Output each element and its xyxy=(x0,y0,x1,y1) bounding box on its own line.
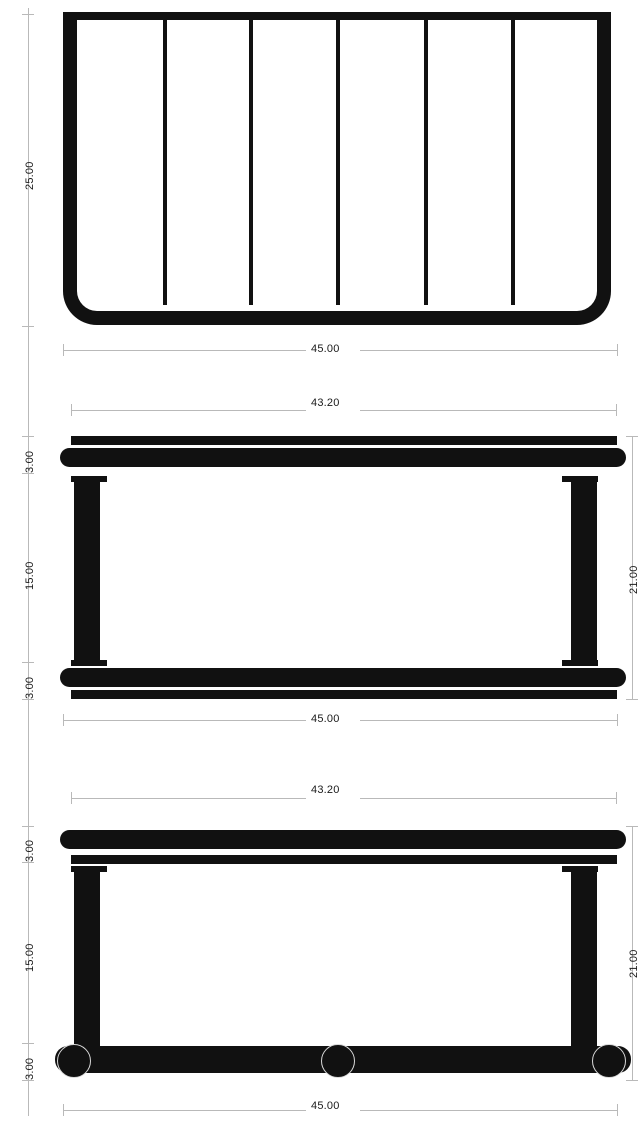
view1-slat xyxy=(249,20,253,305)
view2-total-height-dim-tick xyxy=(626,699,638,700)
view2-dim-tick xyxy=(22,473,34,474)
view2-dim-tick xyxy=(22,662,34,663)
view3-dim-tick xyxy=(22,1080,34,1081)
view2-total-height-dim-tick xyxy=(626,436,638,437)
view2-dim-tick xyxy=(22,699,34,700)
view3-caster-circle xyxy=(57,1044,91,1078)
view1-height-dim-tick xyxy=(22,14,34,15)
view2-top-thin-rail xyxy=(71,436,617,445)
view3-top-thin-rail xyxy=(71,855,617,864)
view3-dim-tick xyxy=(22,862,34,863)
view3-top-rail-dim-text: 3.00 xyxy=(24,839,36,862)
view3-caster-circle xyxy=(321,1044,355,1078)
view2-right-leg xyxy=(571,476,597,666)
view2-total-height-dim-text: 21.00 xyxy=(628,565,640,594)
view2-top-width-dim-tick xyxy=(71,404,72,416)
view2-left-leg-foot xyxy=(71,660,107,666)
view1-width-dim-text: 45.00 xyxy=(311,343,340,355)
view3-bottom-width-dim-tick xyxy=(617,1104,618,1116)
view3-top-thick-rail xyxy=(60,830,626,849)
view2-top-width-dim-text: 43.20 xyxy=(311,397,340,409)
view3-top-width-dim-tick xyxy=(71,792,72,804)
view1-height-dim-tick xyxy=(22,326,34,327)
view2-right-leg-cap xyxy=(562,476,598,482)
view3-left-leg xyxy=(74,866,100,1046)
view1-slat xyxy=(163,20,167,305)
view3-dim-tick xyxy=(22,826,34,827)
view3-caster-circle xyxy=(592,1044,626,1078)
view2-dim-tick xyxy=(22,436,34,437)
view2-middle-dim-text: 15.00 xyxy=(24,561,36,590)
view3-right-leg-cap xyxy=(562,866,598,872)
view3-top-width-dim-text: 43.20 xyxy=(311,784,340,796)
view3-bottom-width-dim-text: 45.00 xyxy=(311,1100,340,1112)
view3-left-leg-cap xyxy=(71,866,107,872)
view2-bottom-rail-dim-text: 3.00 xyxy=(24,676,36,699)
view1-height-dim-text: 25.00 xyxy=(24,161,36,190)
view1-slat xyxy=(511,20,515,305)
view3-bottom-rail-dim-text: 3.00 xyxy=(24,1057,36,1080)
view3-top-width-dim-tick xyxy=(616,792,617,804)
view2-bottom-width-dim-text: 45.00 xyxy=(311,713,340,725)
view2-bottom-thin-rail xyxy=(71,690,617,699)
view2-top-rail-dim-text: 3.00 xyxy=(24,450,36,473)
view2-bottom-thick-rail xyxy=(60,668,626,687)
view2-bottom-width-dim-tick xyxy=(617,714,618,726)
view2-left-leg-cap xyxy=(71,476,107,482)
view3-dim-tick xyxy=(22,1043,34,1044)
view3-total-height-dim-tick xyxy=(626,826,638,827)
view1-width-dim-tick xyxy=(63,344,64,356)
view3-middle-dim-text: 15.00 xyxy=(24,943,36,972)
view1-slat xyxy=(336,20,340,305)
view2-left-leg xyxy=(74,476,100,666)
view2-top-thick-rail xyxy=(60,448,626,467)
view3-right-leg xyxy=(571,866,597,1046)
view3-total-height-dim-text: 21.00 xyxy=(628,949,640,978)
view2-bottom-width-dim-tick xyxy=(63,714,64,726)
view3-total-height-dim-tick xyxy=(626,1080,638,1081)
view1-width-dim-tick xyxy=(617,344,618,356)
view1-slat xyxy=(424,20,428,305)
view2-right-leg-foot xyxy=(562,660,598,666)
view2-top-width-dim-tick xyxy=(616,404,617,416)
view3-bottom-width-dim-tick xyxy=(63,1104,64,1116)
